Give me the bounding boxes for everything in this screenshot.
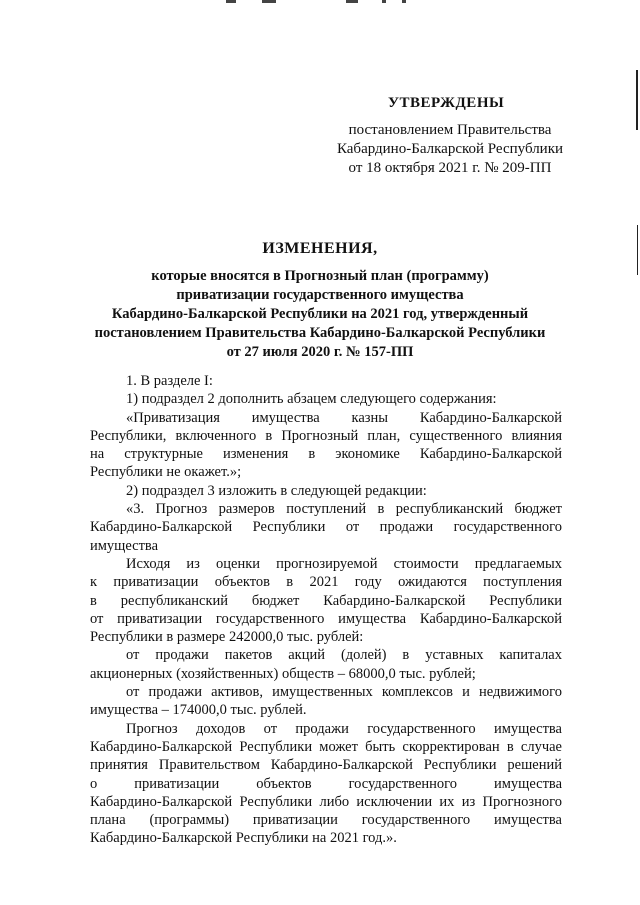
- body-line: Республики не окажет.»;: [90, 464, 242, 481]
- body-line: 2) подраздел 3 изложить в следующей редакции:: [126, 482, 427, 499]
- heading-subtitle-line: приватизации государственного имущества: [176, 287, 464, 303]
- heading-subtitle-line: которые вносятся в Прогнозный план (программу): [151, 268, 489, 284]
- scan-edge-artifact: [637, 225, 638, 275]
- heading-title: ИЗМЕНЕНИЯ,: [262, 240, 378, 257]
- body-line: «Приватизация имущества казны Кабардино-Балкарской: [126, 409, 562, 426]
- body-line: от приватизации государственного имущества Кабардино-Балкарской: [90, 610, 562, 627]
- approval-line: Кабардино-Балкарской Республики: [336, 141, 564, 157]
- scan-edge-artifact: [636, 70, 638, 130]
- document-heading: [60, 240, 580, 362]
- scan-artifact: [402, 0, 406, 3]
- body-line: о приватизации объектов государственного имущества: [90, 775, 562, 792]
- approval-title: УТВЕРЖДЕНЫ: [388, 95, 505, 111]
- body-line: от продажи пакетов акций (долей) в уставных капиталах: [126, 647, 562, 664]
- scan-artifact: [226, 0, 236, 3]
- body-line: принятия Правительством Кабардино-Балкарской Республики решений: [90, 757, 562, 774]
- body-line: Исходя из оценки прогнозируемой стоимости предлагаемых: [126, 555, 562, 572]
- body-line: на структурные изменения в экономике Кабардино-Балкарской: [90, 446, 562, 463]
- approval-block: [330, 94, 570, 178]
- body-line: от продажи активов, имущественных комплексов и недвижимого: [126, 684, 562, 701]
- heading-subtitle-line: Кабардино-Балкарской Республики на 2021 год, утвержденный: [111, 306, 529, 322]
- body-line: «3. Прогноз размеров поступлений в республиканский бюджет: [126, 501, 562, 518]
- body-line: 1. В разделе I:: [126, 373, 213, 389]
- body-line: имущества: [90, 537, 159, 554]
- approval-line: постановлением Правительства: [348, 122, 552, 138]
- body-line: 1) подраздел 2 дополнить абзацем следующего содержания:: [126, 391, 497, 408]
- approval-line: от 18 октября 2021 г. № 209-ПП: [348, 160, 552, 176]
- heading-subtitle-line: постановлением Правительства Кабардино-Балкарской Республики: [94, 325, 546, 341]
- body-line: Кабардино-Балкарской Республики от продажи государственного: [90, 519, 562, 536]
- body-line: имущества – 174000,0 тыс. рублей.: [90, 702, 307, 719]
- body-line: к приватизации объектов в 2021 году ожидаются поступления: [90, 574, 562, 591]
- body-line: Кабардино-Балкарской Республики на 2021 год.».: [90, 830, 397, 847]
- body-line: Кабардино-Балкарской Республики может быть скорректирован в случае: [90, 738, 562, 755]
- body-line: плана (программы) приватизации государственного имущества: [90, 812, 562, 829]
- heading-subtitle-line: от 27 июля 2020 г. № 157-ПП: [226, 344, 414, 360]
- body-line: Кабардино-Балкарской Республики либо исключении их из Прогнозного: [90, 793, 562, 810]
- document-body: [90, 372, 562, 848]
- scan-artifact: [382, 0, 386, 3]
- body-line: акционерных (хозяйственных) обществ – 68000,0 тыс. рублей;: [90, 665, 476, 682]
- body-line: в республиканский бюджет Кабардино-Балкарской Республики: [90, 592, 562, 609]
- body-line: Прогноз доходов от продажи государственного имущества: [126, 720, 562, 737]
- scan-artifact: [262, 0, 276, 3]
- scan-artifact: [346, 0, 358, 3]
- body-line: Республики, включенного в Прогнозный план, существенного влияния: [90, 427, 562, 444]
- body-line: Республики в размере 242000,0 тыс. рублей:: [90, 629, 364, 646]
